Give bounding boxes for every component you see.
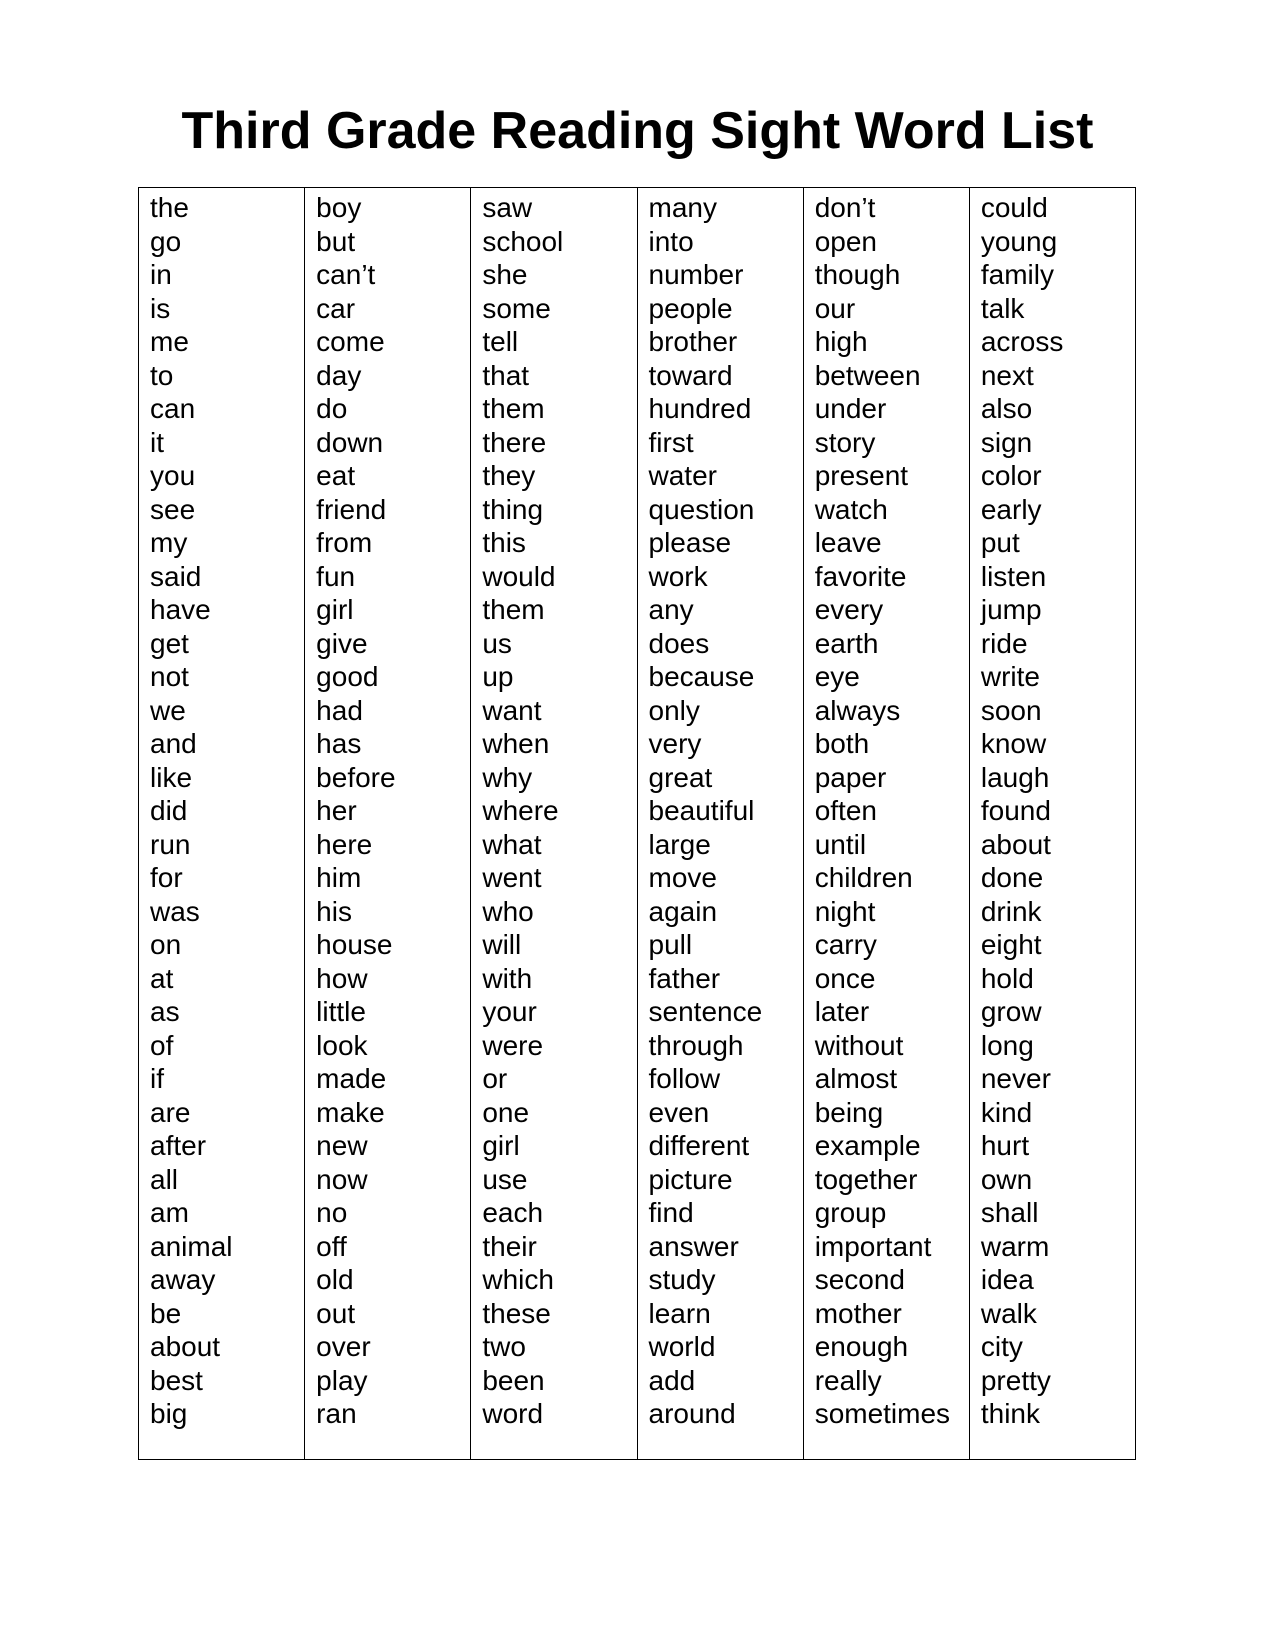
sight-word: study: [648, 1264, 716, 1295]
sight-word: where: [482, 795, 559, 826]
sight-word: them: [482, 594, 545, 625]
sight-word: all: [150, 1163, 179, 1195]
sight-word: ran: [316, 1398, 357, 1429]
sight-word: until: [814, 828, 867, 860]
sight-word: hundred: [648, 393, 752, 424]
sight-word: use: [482, 1163, 528, 1195]
sight-word: your: [482, 996, 537, 1027]
sight-word: not: [150, 661, 189, 692]
sight-word: idea: [980, 1264, 1034, 1295]
sight-word: am: [150, 1197, 189, 1228]
sight-word: shall: [980, 1197, 1039, 1228]
sight-word: with: [482, 962, 533, 994]
sight-word: some: [482, 292, 551, 324]
sight-word: here: [316, 828, 373, 860]
sight-word: learn: [648, 1297, 711, 1329]
sight-word: world: [648, 1331, 716, 1362]
sight-word: out: [316, 1297, 356, 1329]
sight-word: together: [814, 1163, 918, 1195]
sight-word: new: [316, 1130, 368, 1161]
sight-word: family: [980, 259, 1054, 290]
sight-word: color: [980, 460, 1042, 491]
sight-word: no: [316, 1197, 348, 1228]
sight-word: about: [980, 828, 1051, 860]
sight-word: after: [150, 1130, 207, 1161]
sight-word: of: [150, 1029, 174, 1061]
sight-word: off: [316, 1230, 347, 1262]
sight-word: first: [648, 426, 694, 458]
sight-word: many: [648, 192, 717, 223]
sight-word: don’t: [814, 192, 876, 223]
sight-word: or: [482, 1063, 508, 1094]
sight-word: question: [648, 493, 755, 525]
sight-word: was: [150, 895, 200, 927]
sight-word: example: [814, 1130, 921, 1161]
sight-word: soon: [980, 694, 1042, 726]
sight-word: car: [316, 292, 356, 324]
sight-word: though: [814, 259, 901, 290]
sight-word: drink: [980, 895, 1042, 927]
sight-word: sign: [980, 426, 1033, 458]
sight-word: tell: [482, 326, 519, 357]
sight-word: both: [814, 728, 870, 759]
sight-word: be: [150, 1297, 182, 1329]
sight-word: went: [482, 862, 542, 893]
sight-word: add: [648, 1364, 696, 1396]
sight-word: one: [482, 1096, 530, 1128]
sight-word: once: [814, 962, 876, 994]
sight-word: you: [150, 460, 196, 491]
sight-word: why: [482, 761, 533, 793]
sight-word: to: [150, 359, 174, 391]
sight-word: into: [648, 225, 694, 257]
sight-word: there: [482, 426, 547, 458]
sight-word: boy: [316, 192, 362, 223]
sight-word: but: [316, 225, 356, 257]
sight-word: sometimes: [814, 1398, 951, 1429]
sight-word: fun: [316, 560, 356, 592]
sight-word: me: [150, 326, 189, 357]
page-title: Third Grade Reading Sight Word List: [181, 102, 1094, 160]
sight-word: each: [482, 1197, 544, 1228]
sight-word: in: [150, 259, 172, 290]
sight-word: could: [980, 192, 1048, 223]
sight-word: if: [150, 1063, 164, 1094]
sight-word: later: [814, 996, 870, 1027]
sight-word: girl: [482, 1130, 520, 1161]
sight-word: that: [482, 359, 530, 391]
sight-word: night: [814, 895, 876, 927]
word-column: [638, 188, 804, 1459]
sight-word: enough: [814, 1331, 909, 1362]
sight-word: from: [316, 527, 373, 558]
sight-word: work: [648, 560, 708, 592]
sight-word: without: [814, 1029, 904, 1061]
sight-word: found: [980, 795, 1051, 826]
sight-word: is: [150, 292, 171, 324]
sight-word: listen: [980, 560, 1047, 592]
sight-word: find: [648, 1197, 694, 1228]
sight-word: people: [648, 292, 733, 324]
sight-word: father: [648, 962, 721, 994]
sight-word: friend: [316, 493, 387, 525]
sight-word: across: [980, 326, 1064, 357]
sight-word: pull: [648, 929, 693, 960]
sight-word: now: [316, 1163, 368, 1195]
sight-word: next: [980, 359, 1034, 391]
sight-word: leave: [814, 527, 882, 558]
sight-word: carry: [814, 929, 877, 960]
sight-word: story: [814, 426, 876, 458]
sight-word: kind: [980, 1096, 1033, 1128]
sight-word: good: [316, 661, 379, 692]
sight-word: group: [814, 1197, 887, 1228]
sight-word: because: [648, 661, 755, 692]
sight-word: ride: [980, 627, 1028, 659]
sight-word: these: [482, 1297, 551, 1329]
sight-word: who: [482, 895, 534, 927]
sight-word: on: [150, 929, 182, 960]
sight-word: which: [482, 1264, 554, 1295]
sight-word: house: [316, 929, 393, 960]
sight-word: big: [150, 1398, 188, 1429]
sight-word: follow: [648, 1063, 721, 1094]
sight-word: thing: [482, 493, 544, 525]
sight-word: play: [316, 1364, 368, 1396]
sight-word: watch: [814, 493, 888, 525]
sight-word: what: [482, 828, 542, 860]
sight-word: think: [980, 1398, 1041, 1429]
sight-word-table: [138, 187, 1136, 1460]
sight-word: hold: [980, 962, 1034, 994]
sight-word: would: [482, 560, 556, 592]
sight-word: for: [150, 862, 183, 893]
sight-word: been: [482, 1364, 545, 1396]
sight-word: almost: [814, 1063, 898, 1094]
sight-word: them: [482, 393, 545, 424]
sight-word: old: [316, 1264, 354, 1295]
sight-word: about: [150, 1331, 221, 1362]
sight-word: really: [814, 1364, 882, 1396]
sight-word: get: [150, 627, 189, 659]
sight-word: large: [648, 828, 711, 860]
sight-word: does: [648, 627, 710, 659]
sight-word: up: [482, 661, 514, 692]
sight-word: how: [316, 962, 368, 994]
sight-word: his: [316, 895, 352, 927]
sight-word: city: [980, 1331, 1023, 1362]
sight-word: through: [648, 1029, 744, 1061]
sight-word: see: [150, 493, 196, 525]
sight-word: best: [150, 1364, 203, 1396]
sight-word: word: [482, 1398, 544, 1429]
sight-word: did: [150, 795, 188, 826]
sight-word: and: [150, 728, 197, 759]
word-column: [970, 188, 1135, 1459]
sight-word: look: [316, 1029, 368, 1061]
sight-word: great: [648, 761, 713, 793]
sight-word: being: [814, 1096, 884, 1128]
sight-word: like: [150, 761, 193, 793]
sight-word: toward: [648, 359, 733, 391]
sight-word: earth: [814, 627, 879, 659]
sight-word: every: [814, 594, 884, 625]
sight-word: as: [150, 996, 180, 1027]
sight-word: run: [150, 828, 191, 860]
sight-word: under: [814, 393, 887, 424]
sight-word: go: [150, 225, 182, 257]
sight-word: beautiful: [648, 795, 755, 826]
sight-word: children: [814, 862, 913, 893]
sight-word: are: [150, 1096, 191, 1128]
sight-word: sentence: [648, 996, 763, 1027]
sight-word: this: [482, 527, 526, 558]
sight-word: eat: [316, 460, 356, 491]
sight-word: often: [814, 795, 877, 826]
sight-word: will: [482, 929, 522, 960]
sight-word: do: [316, 393, 348, 424]
sight-word: long: [980, 1029, 1034, 1061]
sight-word: never: [980, 1063, 1051, 1094]
sight-word: early: [980, 493, 1042, 525]
sight-word: high: [814, 326, 868, 357]
sight-word: at: [150, 962, 174, 994]
sight-word: grow: [980, 996, 1042, 1027]
sight-word: give: [316, 627, 368, 659]
sight-word: over: [316, 1331, 371, 1362]
sight-word: the: [150, 192, 189, 223]
sight-word: brother: [648, 326, 738, 357]
sight-word: walk: [980, 1297, 1037, 1329]
sight-word: it: [150, 426, 164, 458]
sight-word: we: [150, 694, 186, 726]
sight-word: want: [482, 694, 542, 726]
sight-word: pretty: [980, 1364, 1051, 1396]
sight-word: put: [980, 527, 1020, 558]
sight-word: us: [482, 627, 512, 659]
sight-word: water: [648, 460, 717, 491]
word-column: [305, 188, 471, 1459]
sight-word: day: [316, 359, 362, 391]
sight-word: please: [648, 527, 732, 558]
sight-word: eight: [980, 929, 1042, 960]
sight-word: around: [648, 1398, 736, 1429]
sight-word: between: [814, 359, 921, 391]
sight-word: open: [814, 225, 877, 257]
sight-word: laugh: [980, 761, 1050, 793]
sight-word: always: [814, 694, 901, 726]
sight-word: she: [482, 259, 528, 290]
sight-word: my: [150, 527, 188, 558]
sight-word: can: [150, 393, 196, 424]
sight-word: own: [980, 1163, 1033, 1195]
sight-word: any: [648, 594, 694, 625]
sight-word: done: [980, 862, 1044, 893]
sight-word: they: [482, 460, 536, 491]
sight-word: have: [150, 594, 211, 625]
sight-word: favorite: [814, 560, 907, 592]
sight-word: school: [482, 225, 564, 257]
word-column: [139, 188, 305, 1459]
sight-word: away: [150, 1264, 216, 1295]
sight-word: important: [814, 1230, 932, 1262]
sight-word: warm: [980, 1230, 1050, 1262]
sight-word: made: [316, 1063, 387, 1094]
sight-word: mother: [814, 1297, 902, 1329]
sight-word: answer: [648, 1230, 739, 1262]
sight-word: before: [316, 761, 396, 793]
sight-word: were: [482, 1029, 544, 1061]
sight-word: different: [648, 1130, 750, 1161]
sight-word: her: [316, 795, 357, 826]
sight-word: know: [980, 728, 1047, 759]
sight-word: when: [482, 728, 550, 759]
sight-word: has: [316, 728, 362, 759]
sight-word: girl: [316, 594, 354, 625]
sight-word: him: [316, 862, 362, 893]
word-column: [804, 188, 970, 1459]
sight-word: very: [648, 728, 702, 759]
sight-word: had: [316, 694, 363, 726]
sight-word: number: [648, 259, 744, 290]
sight-word: little: [316, 996, 366, 1027]
sight-word: even: [648, 1096, 710, 1128]
sight-word: only: [648, 694, 700, 726]
sight-word: our: [814, 292, 856, 324]
sight-word: saw: [482, 192, 533, 223]
sight-word: present: [814, 460, 909, 491]
sight-word: picture: [648, 1163, 733, 1195]
sight-word: animal: [150, 1230, 233, 1262]
sight-word: second: [814, 1264, 905, 1295]
sight-word: two: [482, 1331, 526, 1362]
sight-word: again: [648, 895, 718, 927]
sight-word: paper: [814, 761, 887, 793]
sight-word: also: [980, 393, 1033, 424]
sight-word: jump: [980, 594, 1042, 625]
sight-word: move: [648, 862, 717, 893]
sight-word: come: [316, 326, 385, 357]
sight-word: eye: [814, 661, 860, 692]
word-column: [471, 188, 637, 1459]
sight-word: write: [980, 661, 1040, 692]
sight-word: can’t: [316, 259, 376, 290]
sight-word: hurt: [980, 1130, 1030, 1161]
sight-word: their: [482, 1230, 537, 1262]
sight-word: make: [316, 1096, 385, 1128]
sight-word: young: [980, 225, 1058, 257]
sight-word: said: [150, 560, 202, 592]
sight-word: down: [316, 426, 384, 458]
sight-word: talk: [980, 292, 1025, 324]
